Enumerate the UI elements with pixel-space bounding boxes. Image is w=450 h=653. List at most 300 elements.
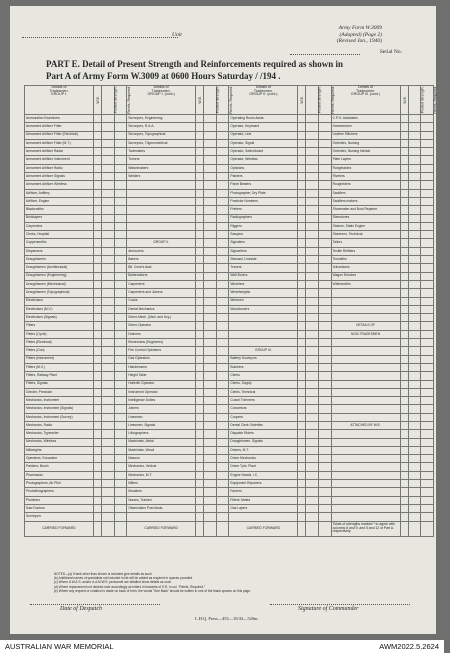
entry-cell[interactable]: [196, 256, 204, 264]
entry-cell[interactable]: [306, 347, 319, 355]
entry-cell[interactable]: [298, 339, 306, 347]
entry-cell[interactable]: [298, 239, 306, 247]
entry-cell[interactable]: [318, 264, 331, 272]
entry-cell[interactable]: [408, 496, 421, 504]
entry-cell[interactable]: [93, 264, 101, 272]
entry-cell[interactable]: [408, 455, 421, 463]
entry-cell[interactable]: [101, 513, 114, 521]
entry-cell[interactable]: [93, 413, 101, 421]
entry-cell[interactable]: [408, 471, 421, 479]
entry-cell[interactable]: [101, 347, 114, 355]
entry-cell[interactable]: [318, 504, 331, 512]
entry-cell[interactable]: [101, 430, 114, 438]
entry-cell[interactable]: [408, 504, 421, 512]
entry-cell[interactable]: [298, 247, 306, 255]
entry-cell[interactable]: [306, 156, 319, 164]
entry-cell[interactable]: [114, 480, 127, 488]
entry-cell[interactable]: [216, 305, 229, 313]
entry-cell[interactable]: [408, 405, 421, 413]
entry-cell[interactable]: [400, 164, 408, 172]
entry-cell[interactable]: [400, 463, 408, 471]
entry-cell[interactable]: [204, 488, 217, 496]
entry-cell[interactable]: [400, 206, 408, 214]
entry-cell[interactable]: [101, 189, 114, 197]
entry-cell[interactable]: [114, 148, 127, 156]
entry-cell[interactable]: [101, 289, 114, 297]
entry-cell[interactable]: [93, 471, 101, 479]
entry-cell[interactable]: [421, 222, 434, 230]
entry-cell[interactable]: [216, 239, 229, 247]
entry-cell[interactable]: [400, 256, 408, 264]
entry-cell[interactable]: [306, 115, 319, 123]
entry-cell[interactable]: [318, 222, 331, 230]
entry-cell[interactable]: [204, 430, 217, 438]
entry-cell[interactable]: [318, 496, 331, 504]
entry-cell[interactable]: [421, 131, 434, 139]
entry-cell[interactable]: [408, 247, 421, 255]
entry-cell[interactable]: [216, 256, 229, 264]
entry-cell[interactable]: [216, 115, 229, 123]
entry-cell[interactable]: [298, 181, 306, 189]
entry-cell[interactable]: [216, 222, 229, 230]
entry-cell[interactable]: [93, 239, 101, 247]
entry-cell[interactable]: [196, 513, 204, 521]
entry-cell[interactable]: [216, 455, 229, 463]
entry-cell[interactable]: [400, 148, 408, 156]
entry-cell[interactable]: [114, 388, 127, 396]
entry-cell[interactable]: [101, 264, 114, 272]
entry-cell[interactable]: [298, 222, 306, 230]
entry-cell[interactable]: [408, 131, 421, 139]
entry-cell[interactable]: [216, 280, 229, 288]
entry-cell[interactable]: [216, 173, 229, 181]
entry-cell[interactable]: [114, 339, 127, 347]
entry-cell[interactable]: [318, 347, 331, 355]
entry-cell[interactable]: [421, 289, 434, 297]
entry-cell[interactable]: [101, 322, 114, 330]
entry-cell[interactable]: [101, 214, 114, 222]
entry-cell[interactable]: [216, 231, 229, 239]
entry-cell[interactable]: [318, 405, 331, 413]
entry-cell[interactable]: [196, 438, 204, 446]
entry-cell[interactable]: [298, 264, 306, 272]
entry-cell[interactable]: [306, 380, 319, 388]
entry-cell[interactable]: [408, 239, 421, 247]
entry-cell[interactable]: [318, 123, 331, 131]
entry-cell[interactable]: [400, 197, 408, 205]
entry-cell[interactable]: [204, 272, 217, 280]
entry-cell[interactable]: [298, 463, 306, 471]
entry-cell[interactable]: [400, 280, 408, 288]
entry-cell[interactable]: [101, 388, 114, 396]
entry-cell[interactable]: [101, 480, 114, 488]
entry-cell[interactable]: [298, 413, 306, 421]
entry-cell[interactable]: [306, 388, 319, 396]
entry-cell[interactable]: [298, 280, 306, 288]
entry-cell[interactable]: [421, 380, 434, 388]
entry-cell[interactable]: [408, 314, 421, 322]
entry-cell[interactable]: [93, 430, 101, 438]
entry-cell[interactable]: [318, 305, 331, 313]
entry-cell[interactable]: [216, 247, 229, 255]
entry-cell[interactable]: [318, 455, 331, 463]
entry-cell[interactable]: [204, 421, 217, 429]
entry-cell[interactable]: [298, 173, 306, 181]
entry-cell[interactable]: [93, 380, 101, 388]
entry-cell[interactable]: [216, 148, 229, 156]
entry-cell[interactable]: [114, 488, 127, 496]
entry-cell[interactable]: [204, 388, 217, 396]
entry-cell[interactable]: [306, 421, 319, 429]
entry-cell[interactable]: [216, 363, 229, 371]
entry-cell[interactable]: [400, 330, 408, 338]
entry-cell[interactable]: [318, 397, 331, 405]
entry-cell[interactable]: [114, 123, 127, 131]
entry-cell[interactable]: [318, 380, 331, 388]
entry-cell[interactable]: [93, 115, 101, 123]
entry-cell[interactable]: [298, 363, 306, 371]
entry-cell[interactable]: [421, 123, 434, 131]
entry-cell[interactable]: [298, 197, 306, 205]
entry-cell[interactable]: [101, 222, 114, 230]
entry-cell[interactable]: [306, 496, 319, 504]
entry-cell[interactable]: [306, 463, 319, 471]
entry-cell[interactable]: [196, 380, 204, 388]
entry-cell[interactable]: [306, 471, 319, 479]
entry-cell[interactable]: [216, 488, 229, 496]
entry-cell[interactable]: [318, 339, 331, 347]
entry-cell[interactable]: [216, 504, 229, 512]
entry-cell[interactable]: [93, 148, 101, 156]
entry-cell[interactable]: [400, 380, 408, 388]
entry-cell[interactable]: [421, 264, 434, 272]
entry-cell[interactable]: [93, 488, 101, 496]
entry-cell[interactable]: [421, 305, 434, 313]
entry-cell[interactable]: [298, 521, 306, 536]
entry-cell[interactable]: [318, 173, 331, 181]
entry-cell[interactable]: [93, 131, 101, 139]
entry-cell[interactable]: [114, 504, 127, 512]
entry-cell[interactable]: [204, 413, 217, 421]
entry-cell[interactable]: [204, 397, 217, 405]
entry-cell[interactable]: [408, 322, 421, 330]
entry-cell[interactable]: [318, 231, 331, 239]
entry-cell[interactable]: [101, 239, 114, 247]
entry-cell[interactable]: [400, 314, 408, 322]
entry-cell[interactable]: [306, 504, 319, 512]
entry-cell[interactable]: [400, 504, 408, 512]
entry-cell[interactable]: [408, 297, 421, 305]
entry-cell[interactable]: [400, 471, 408, 479]
entry-cell[interactable]: [306, 247, 319, 255]
entry-cell[interactable]: [400, 438, 408, 446]
entry-cell[interactable]: [421, 339, 434, 347]
entry-cell[interactable]: [306, 297, 319, 305]
entry-cell[interactable]: [298, 322, 306, 330]
entry-cell[interactable]: [114, 272, 127, 280]
entry-cell[interactable]: [298, 139, 306, 147]
entry-cell[interactable]: [318, 280, 331, 288]
entry-cell[interactable]: [400, 272, 408, 280]
entry-cell[interactable]: [318, 438, 331, 446]
entry-cell[interactable]: [114, 256, 127, 264]
entry-cell[interactable]: [93, 388, 101, 396]
entry-cell[interactable]: [421, 446, 434, 454]
entry-cell[interactable]: [318, 197, 331, 205]
entry-cell[interactable]: [318, 488, 331, 496]
entry-cell[interactable]: [196, 330, 204, 338]
entry-cell[interactable]: [400, 181, 408, 189]
entry-cell[interactable]: [318, 131, 331, 139]
entry-cell[interactable]: [421, 355, 434, 363]
entry-cell[interactable]: [93, 123, 101, 131]
entry-cell[interactable]: [421, 413, 434, 421]
entry-cell[interactable]: [101, 496, 114, 504]
entry-cell[interactable]: [306, 280, 319, 288]
entry-cell[interactable]: [298, 372, 306, 380]
entry-cell[interactable]: [298, 330, 306, 338]
entry-cell[interactable]: [400, 372, 408, 380]
entry-cell[interactable]: [204, 289, 217, 297]
entry-cell[interactable]: [306, 123, 319, 131]
entry-cell[interactable]: [216, 123, 229, 131]
entry-cell[interactable]: [204, 339, 217, 347]
entry-cell[interactable]: [298, 305, 306, 313]
entry-cell[interactable]: [400, 363, 408, 371]
entry-cell[interactable]: [306, 189, 319, 197]
entry-cell[interactable]: [400, 347, 408, 355]
entry-cell[interactable]: [408, 164, 421, 172]
entry-cell[interactable]: [306, 305, 319, 313]
entry-cell[interactable]: [93, 339, 101, 347]
entry-cell[interactable]: [93, 372, 101, 380]
entry-cell[interactable]: [101, 438, 114, 446]
entry-cell[interactable]: [400, 355, 408, 363]
entry-cell[interactable]: [298, 471, 306, 479]
entry-cell[interactable]: [306, 521, 319, 536]
entry-cell[interactable]: [114, 471, 127, 479]
entry-cell[interactable]: [408, 280, 421, 288]
entry-cell[interactable]: [101, 256, 114, 264]
entry-cell[interactable]: [101, 405, 114, 413]
entry-cell[interactable]: [318, 413, 331, 421]
entry-cell[interactable]: [318, 421, 331, 429]
entry-cell[interactable]: [421, 463, 434, 471]
entry-cell[interactable]: [101, 197, 114, 205]
entry-cell[interactable]: [306, 372, 319, 380]
entry-cell[interactable]: [196, 247, 204, 255]
entry-cell[interactable]: [204, 330, 217, 338]
entry-cell[interactable]: [204, 446, 217, 454]
entry-cell[interactable]: [421, 231, 434, 239]
entry-cell[interactable]: [93, 521, 101, 536]
entry-cell[interactable]: [196, 239, 204, 247]
entry-cell[interactable]: [298, 438, 306, 446]
entry-cell[interactable]: [204, 405, 217, 413]
entry-cell[interactable]: [421, 181, 434, 189]
entry-cell[interactable]: [114, 173, 127, 181]
entry-cell[interactable]: [204, 214, 217, 222]
entry-cell[interactable]: [421, 297, 434, 305]
entry-cell[interactable]: [216, 214, 229, 222]
entry-cell[interactable]: [204, 173, 217, 181]
entry-cell[interactable]: [196, 222, 204, 230]
entry-cell[interactable]: [93, 297, 101, 305]
entry-cell[interactable]: [101, 380, 114, 388]
entry-cell[interactable]: [408, 463, 421, 471]
entry-cell[interactable]: [306, 139, 319, 147]
entry-cell[interactable]: [101, 115, 114, 123]
entry-cell[interactable]: [318, 521, 331, 536]
entry-cell[interactable]: [101, 297, 114, 305]
entry-cell[interactable]: [306, 173, 319, 181]
entry-cell[interactable]: [408, 397, 421, 405]
entry-cell[interactable]: [204, 156, 217, 164]
entry-cell[interactable]: [408, 380, 421, 388]
entry-cell[interactable]: [298, 504, 306, 512]
entry-cell[interactable]: [216, 471, 229, 479]
entry-cell[interactable]: [400, 222, 408, 230]
entry-cell[interactable]: [216, 322, 229, 330]
entry-cell[interactable]: [408, 413, 421, 421]
entry-cell[interactable]: [421, 480, 434, 488]
entry-cell[interactable]: [114, 446, 127, 454]
entry-cell[interactable]: [421, 239, 434, 247]
entry-cell[interactable]: [93, 405, 101, 413]
entry-cell[interactable]: [93, 322, 101, 330]
entry-cell[interactable]: [408, 363, 421, 371]
entry-cell[interactable]: [421, 214, 434, 222]
entry-cell[interactable]: [298, 430, 306, 438]
entry-cell[interactable]: [400, 131, 408, 139]
entry-cell[interactable]: [306, 355, 319, 363]
entry-cell[interactable]: [408, 206, 421, 214]
entry-cell[interactable]: [318, 480, 331, 488]
entry-cell[interactable]: [216, 372, 229, 380]
entry-cell[interactable]: [298, 256, 306, 264]
entry-cell[interactable]: [101, 363, 114, 371]
entry-cell[interactable]: [421, 405, 434, 413]
entry-cell[interactable]: [101, 164, 114, 172]
entry-cell[interactable]: [400, 513, 408, 521]
entry-cell[interactable]: [318, 314, 331, 322]
entry-cell[interactable]: [114, 330, 127, 338]
entry-cell[interactable]: [421, 488, 434, 496]
entry-cell[interactable]: [114, 280, 127, 288]
entry-cell[interactable]: [114, 380, 127, 388]
entry-cell[interactable]: [93, 164, 101, 172]
entry-cell[interactable]: [306, 222, 319, 230]
entry-cell[interactable]: [204, 322, 217, 330]
entry-cell[interactable]: [101, 314, 114, 322]
entry-cell[interactable]: [421, 148, 434, 156]
entry-cell[interactable]: [101, 139, 114, 147]
entry-cell[interactable]: [216, 314, 229, 322]
entry-cell[interactable]: [421, 173, 434, 181]
entry-cell[interactable]: [421, 504, 434, 512]
entry-cell[interactable]: [93, 446, 101, 454]
entry-cell[interactable]: [408, 256, 421, 264]
entry-cell[interactable]: [306, 206, 319, 214]
entry-cell[interactable]: [93, 256, 101, 264]
entry-cell[interactable]: [196, 339, 204, 347]
entry-cell[interactable]: [421, 363, 434, 371]
entry-cell[interactable]: [196, 164, 204, 172]
entry-cell[interactable]: [298, 206, 306, 214]
entry-cell[interactable]: [306, 455, 319, 463]
entry-cell[interactable]: [216, 388, 229, 396]
entry-cell[interactable]: [298, 380, 306, 388]
entry-cell[interactable]: [298, 189, 306, 197]
entry-cell[interactable]: [306, 339, 319, 347]
entry-cell[interactable]: [196, 264, 204, 272]
entry-cell[interactable]: [421, 256, 434, 264]
entry-cell[interactable]: [196, 521, 204, 536]
entry-cell[interactable]: [318, 256, 331, 264]
entry-cell[interactable]: [114, 264, 127, 272]
entry-cell[interactable]: [216, 156, 229, 164]
entry-cell[interactable]: [421, 322, 434, 330]
entry-cell[interactable]: [114, 372, 127, 380]
entry-cell[interactable]: [400, 488, 408, 496]
entry-cell[interactable]: [306, 438, 319, 446]
entry-cell[interactable]: [196, 197, 204, 205]
entry-cell[interactable]: [204, 438, 217, 446]
entry-cell[interactable]: [216, 513, 229, 521]
entry-cell[interactable]: [408, 513, 421, 521]
entry-cell[interactable]: [93, 305, 101, 313]
entry-cell[interactable]: [306, 405, 319, 413]
entry-cell[interactable]: [114, 189, 127, 197]
entry-cell[interactable]: [400, 480, 408, 488]
entry-cell[interactable]: [196, 480, 204, 488]
entry-cell[interactable]: [421, 438, 434, 446]
entry-cell[interactable]: [101, 355, 114, 363]
entry-cell[interactable]: [400, 297, 408, 305]
entry-cell[interactable]: [408, 272, 421, 280]
entry-cell[interactable]: [216, 405, 229, 413]
entry-cell[interactable]: [421, 280, 434, 288]
entry-cell[interactable]: [298, 446, 306, 454]
entry-cell[interactable]: [204, 164, 217, 172]
entry-cell[interactable]: [204, 314, 217, 322]
entry-cell[interactable]: [93, 197, 101, 205]
entry-cell[interactable]: [196, 413, 204, 421]
entry-cell[interactable]: [204, 463, 217, 471]
entry-cell[interactable]: [421, 513, 434, 521]
entry-cell[interactable]: [421, 388, 434, 396]
entry-cell[interactable]: [400, 496, 408, 504]
entry-cell[interactable]: [196, 214, 204, 222]
entry-cell[interactable]: [421, 421, 434, 429]
entry-cell[interactable]: [318, 214, 331, 222]
entry-cell[interactable]: [298, 131, 306, 139]
entry-cell[interactable]: [306, 239, 319, 247]
entry-cell[interactable]: [298, 123, 306, 131]
entry-cell[interactable]: [93, 214, 101, 222]
entry-cell[interactable]: [298, 297, 306, 305]
entry-cell[interactable]: [318, 206, 331, 214]
entry-cell[interactable]: [400, 173, 408, 181]
entry-cell[interactable]: [421, 347, 434, 355]
entry-cell[interactable]: [101, 181, 114, 189]
entry-cell[interactable]: [400, 239, 408, 247]
entry-cell[interactable]: [204, 363, 217, 371]
entry-cell[interactable]: [196, 297, 204, 305]
entry-cell[interactable]: [306, 214, 319, 222]
entry-cell[interactable]: [298, 314, 306, 322]
entry-cell[interactable]: [101, 247, 114, 255]
